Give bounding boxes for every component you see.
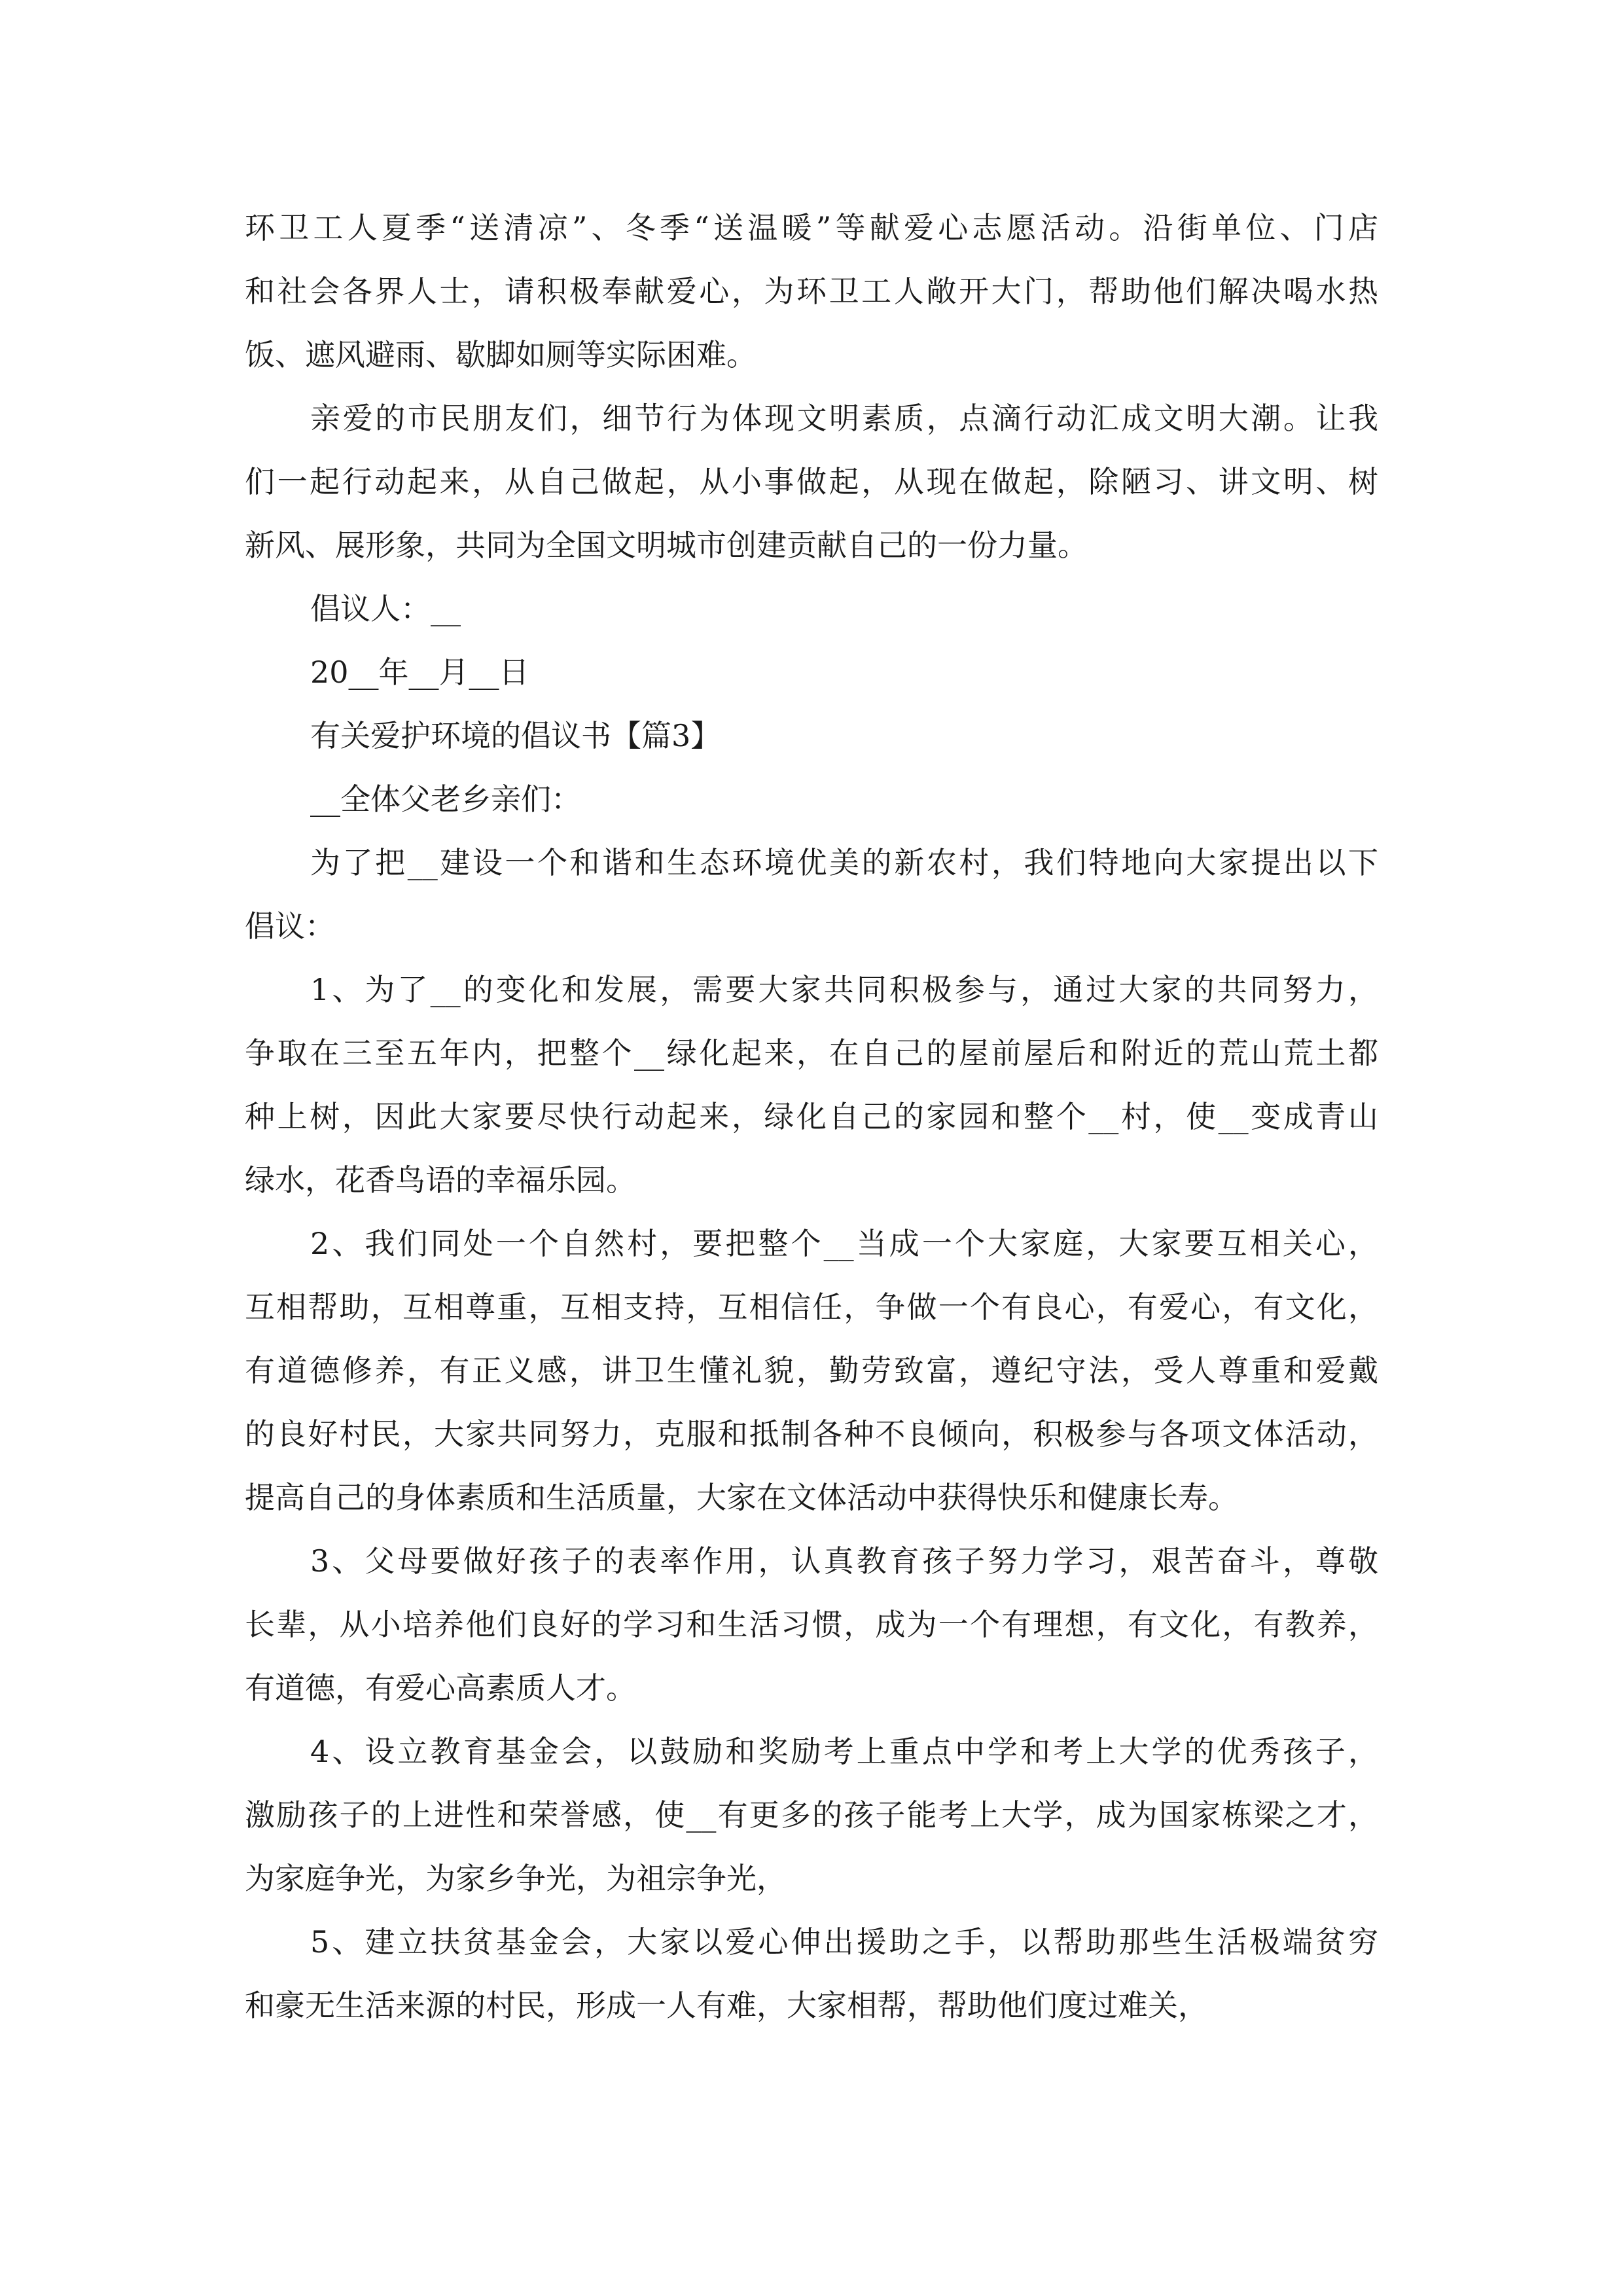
text-line: 绿水，花香鸟语的幸福乐园。 <box>245 1162 636 1198</box>
text-line: 有道德修养，有正义感，讲卫生懂礼貌，勤劳致富，遵纪守法，受人尊重和爱戴 <box>245 1353 1378 1388</box>
text-line: 3、父母要做好孩子的表率作用，认真教育孩子努力学习，艰苦奋斗，尊敬 <box>310 1543 1378 1579</box>
text-line: 互相帮助，互相尊重，互相支持，互相信任，争做一个有良心，有爱心，有文化， <box>245 1289 1378 1325</box>
text-line: 们一起行动起来，从自己做起，从小事做起，从现在做起，除陋习、讲文明、树 <box>245 464 1378 499</box>
text-line: 倡议： <box>245 908 335 944</box>
text-line: 争取在三至五年内，把整个__绿化起来，在自己的屋前屋后和附近的荒山荒土都 <box>245 1035 1378 1071</box>
text-line: 环卫工人夏季“送清凉”、冬季“送温暖”等献爱心志愿活动。沿街单位、门店 <box>245 210 1378 245</box>
text-line: 1、为了__的变化和发展，需要大家共同积极参与，通过大家的共同努力， <box>310 972 1378 1007</box>
text-line: __全体父老乡亲们： <box>310 781 581 817</box>
text-line: 和社会各界人士，请积极奉献爱心，为环卫工人敞开大门，帮助他们解决喝水热 <box>245 274 1378 309</box>
text-line: 有道德，有爱心高素质人才。 <box>245 1670 636 1706</box>
text-line: 饭、遮风避雨、歇脚如厕等实际困难。 <box>245 337 757 372</box>
text-line: 有关爱护环境的倡议书【篇3】 <box>310 718 721 753</box>
text-line: 2、我们同处一个自然村，要把整个__当成一个大家庭，大家要互相关心， <box>310 1226 1378 1261</box>
text-line: 为了把__建设一个和谐和生态环境优美的新农村，我们特地向大家提出以下 <box>310 845 1378 880</box>
text-line: 的良好村民，大家共同努力，克服和抵制各种不良倾向，积极参与各项文体活动， <box>245 1416 1378 1452</box>
text-line: 4、设立教育基金会，以鼓励和奖励考上重点中学和考上大学的优秀孩子， <box>310 1734 1378 1769</box>
text-line: 激励孩子的上进性和荣誉感，使__有更多的孩子能考上大学，成为国家栋梁之才， <box>245 1797 1378 1833</box>
text-line: 20__年__月__日 <box>310 655 529 690</box>
text-line: 为家庭争光，为家乡争光，为祖宗争光， <box>245 1861 787 1896</box>
text-line: 种上树，因此大家要尽快行动起来，绿化自己的家园和整个__村，使__变成青山 <box>245 1099 1378 1134</box>
document-page <box>245 196 1378 2037</box>
text-line: 倡议人：__ <box>310 591 461 626</box>
text-line: 5、建立扶贫基金会，大家以爱心伸出援助之手，以帮助那些生活极端贫穷 <box>310 1924 1378 1960</box>
text-line: 长辈，从小培养他们良好的学习和生活习惯，成为一个有理想，有文化，有教养， <box>245 1607 1378 1642</box>
text-line: 新风、展形象，共同为全国文明城市创建贡献自己的一份力量。 <box>245 528 1088 563</box>
text-line: 和豪无生活来源的村民，形成一人有难，大家相帮，帮助他们度过难关， <box>245 1988 1208 2023</box>
text-line: 提高自己的身体素质和生活质量，大家在文体活动中获得快乐和健康长寿。 <box>245 1480 1238 1515</box>
text-line: 亲爱的市民朋友们，细节行为体现文明素质，点滴行动汇成文明大潮。让我 <box>310 401 1378 436</box>
